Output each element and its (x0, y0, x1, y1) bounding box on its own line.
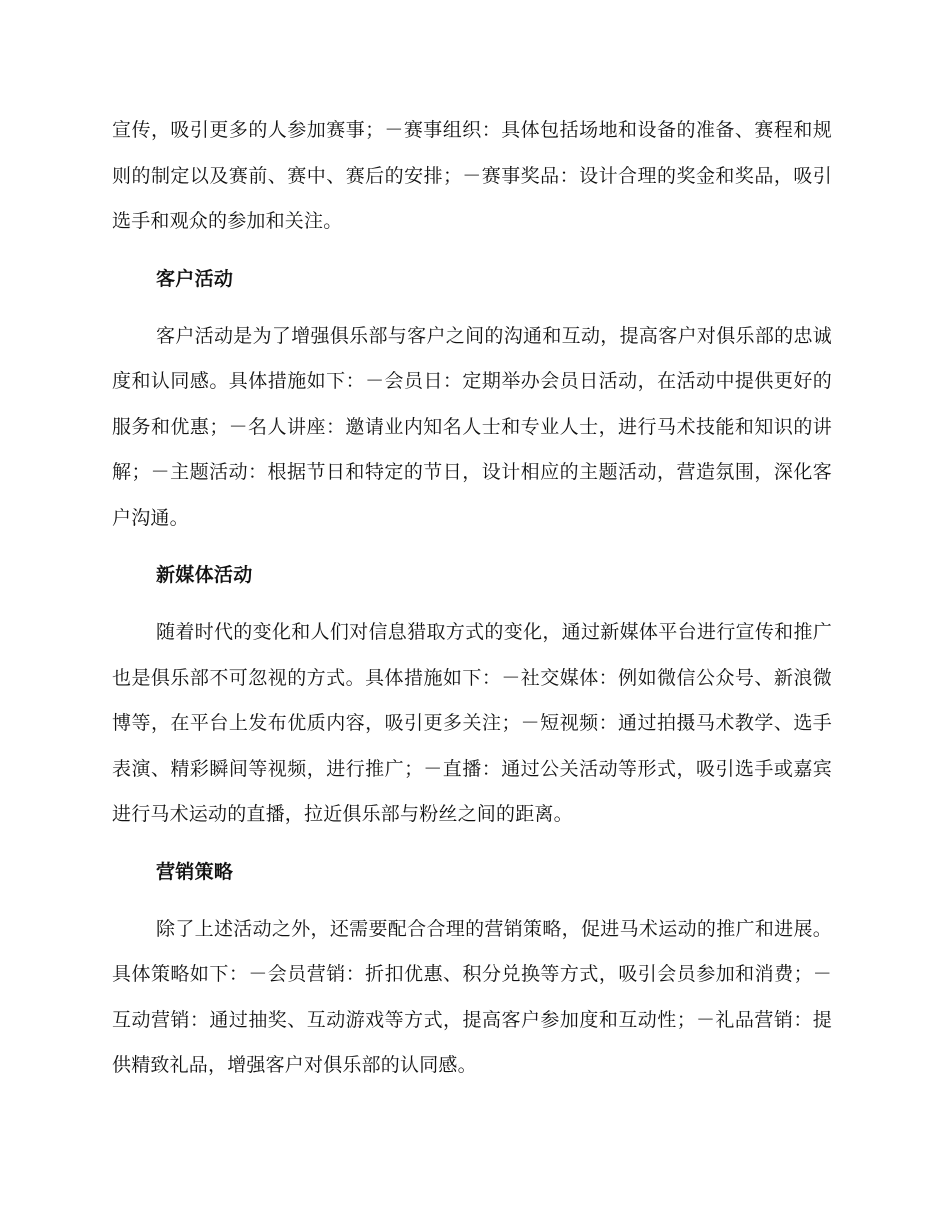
document-body (112, 108, 832, 1089)
paragraph-customer-activities: 客户活动是为了增强俱乐部与客户之间的沟通和互动，提高客户对俱乐部的忠诚度和认同感。具体措施如下：－会员日：定期举办会员日活动，在活动中提供更好的服务和优惠；－名人讲座：邀请业内知名人士和专业人士，进行马术技能和知识的讲解；－主题活动：根据节日和特定的节日，设计相应的主题活动，营造氛围，深化客户沟通。 (112, 324, 832, 529)
heading-customer-activities: 客户活动 (156, 267, 234, 290)
paragraph-event-promotion-continued: 宣传，吸引更多的人参加赛事；－赛事组织：具体包括场地和设备的准备、赛程和规则的制定以及赛前、赛中、赛后的安排；－赛事奖品：设计合理的奖金和奖品，吸引选手和观众的参加和关注。 (112, 119, 832, 232)
heading-marketing-strategy: 营销策略 (156, 860, 234, 883)
heading-new-media-activities: 新媒体活动 (156, 564, 253, 586)
paragraph-marketing-strategy: 除了上述活动之外，还需要配合合理的营销策略，促进马术运动的推广和进展。具体策略如下：－会员营销：折扣优惠、积分兑换等方式，吸引会员参加和消费；－互动营销：通过抽奖、互动游戏等方式，提高客户参加度和互动性；－礼品营销：提供精致礼品，增强客户对俱乐部的认同感。 (112, 917, 832, 1076)
paragraph-new-media-activities: 随着时代的变化和人们对信息猎取方式的变化，通过新媒体平台进行宣传和推广也是俱乐部不可忽视的方式。具体措施如下：－社交媒体：例如微信公众号、新浪微博等，在平台上发布优质内容，吸引更多关注；－短视频：通过拍摄马术教学、选手表演、精彩瞬间等视频，进行推广；－直播：通过公关活动等形式，吸引选手或嘉宾进行马术运动的直播，拉近俱乐部与粉丝之间的距离。 (112, 621, 832, 825)
